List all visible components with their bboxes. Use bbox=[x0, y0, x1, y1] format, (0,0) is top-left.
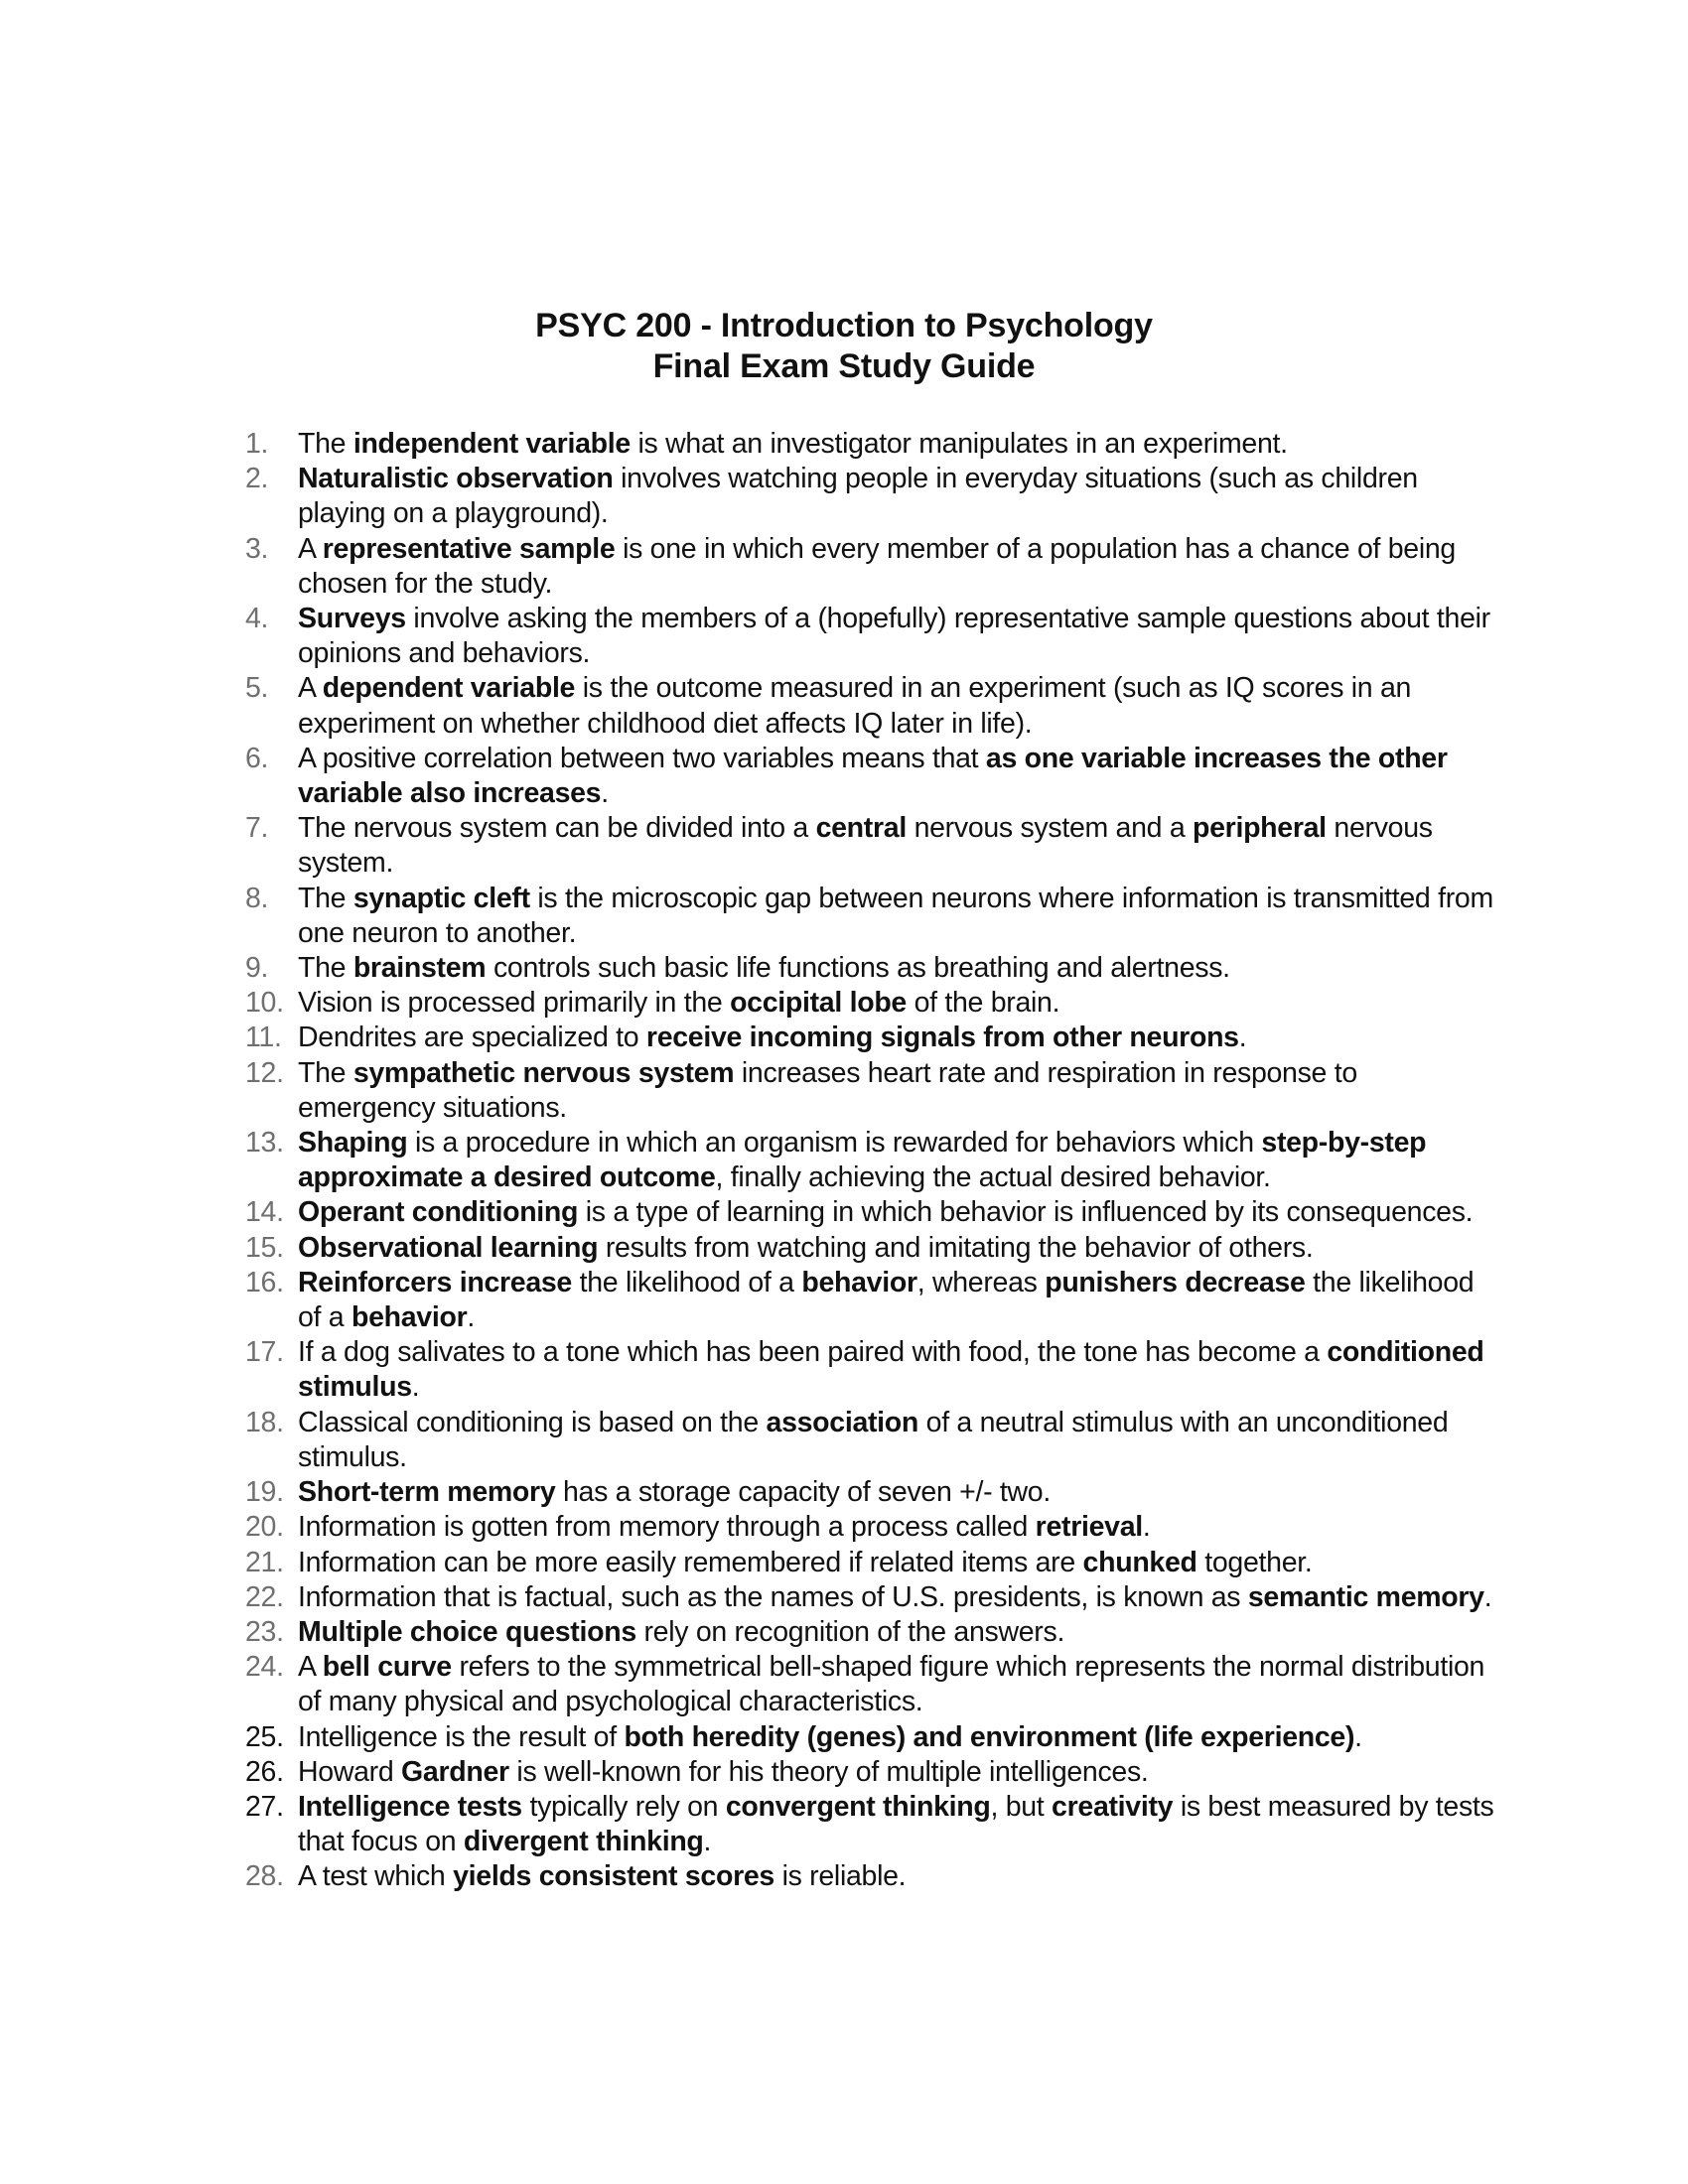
item-text bbox=[298, 1231, 1499, 1266]
list-item bbox=[238, 1720, 1499, 1755]
bold-term: chunked bbox=[1082, 1546, 1197, 1578]
bold-term: Multiple choice questions bbox=[298, 1615, 636, 1648]
list-item bbox=[238, 1580, 1499, 1615]
item-number: 1. bbox=[245, 428, 269, 460]
item-number: 2. bbox=[245, 463, 269, 495]
text-run: Vision is processed primarily in the bbox=[298, 987, 731, 1020]
bold-term: Short-term memory bbox=[298, 1476, 556, 1509]
list-item bbox=[238, 1546, 1499, 1580]
text-run: is what an investigator manipulates in an experiment. bbox=[630, 428, 1288, 460]
text-run: A test which bbox=[298, 1860, 454, 1893]
bold-term: creativity bbox=[1052, 1790, 1174, 1823]
text-run: involves watching people in everyday situations (such as children playing on a playground). bbox=[298, 463, 1418, 530]
text-run: Intelligence is the result of bbox=[298, 1720, 625, 1753]
list-item bbox=[238, 742, 1499, 811]
item-text bbox=[298, 1755, 1499, 1790]
list-item bbox=[238, 1615, 1499, 1650]
text-run: controls such basic life functions as breathing and alertness. bbox=[486, 952, 1230, 985]
bold-term: convergent thinking bbox=[725, 1790, 991, 1823]
item-number: 15. bbox=[245, 1231, 284, 1264]
text-run: is the microscopic gap between neurons where information is transmitted from one neuron to another. bbox=[298, 882, 1493, 949]
text-run: . bbox=[1354, 1720, 1362, 1753]
text-run: rely on recognition of the answers. bbox=[635, 1615, 1065, 1648]
bold-term: behavior bbox=[351, 1301, 468, 1334]
item-text bbox=[298, 1335, 1499, 1405]
bold-term: synaptic cleft bbox=[352, 882, 530, 914]
text-run: of a neutral stimulus with an unconditioned stimulus. bbox=[298, 1406, 1449, 1473]
item-number: 18. bbox=[245, 1406, 284, 1438]
bold-term: peripheral bbox=[1193, 812, 1327, 845]
bold-term: brainstem bbox=[352, 952, 487, 985]
item-text bbox=[298, 1720, 1499, 1755]
item-number: 5. bbox=[245, 672, 269, 705]
item-text bbox=[298, 986, 1499, 1021]
item-text bbox=[298, 951, 1499, 986]
text-run: of the brain. bbox=[906, 987, 1060, 1020]
text-run: Information can be more easily remembered if related items are bbox=[298, 1546, 1083, 1578]
item-number: 6. bbox=[245, 742, 269, 774]
item-text bbox=[298, 1546, 1499, 1580]
list-item bbox=[238, 1266, 1499, 1335]
text-run: is the outcome measured in an experiment (such as IQ scores in an experiment on whether childhood diet affects IQ later in life). bbox=[298, 672, 1412, 740]
list-item bbox=[238, 1859, 1499, 1894]
list-item bbox=[238, 882, 1499, 951]
bold-term: independent variable bbox=[352, 428, 631, 460]
bold-term: retrieval bbox=[1035, 1511, 1143, 1544]
item-number: 11. bbox=[245, 1022, 282, 1054]
text-run: . bbox=[703, 1826, 712, 1858]
document-title bbox=[0, 306, 1688, 387]
text-run: refers to the symmetrical bell-shaped figure which represents the normal distribution of many physical and psychological characteristics. bbox=[298, 1651, 1485, 1718]
text-run: , but bbox=[990, 1790, 1053, 1823]
list-item bbox=[238, 1335, 1499, 1405]
text-run: The bbox=[298, 428, 353, 460]
text-run: Dendrites are specialized to bbox=[298, 1022, 646, 1054]
item-number: 28. bbox=[245, 1860, 284, 1893]
text-run: . bbox=[1142, 1511, 1151, 1544]
list-item bbox=[238, 1231, 1499, 1266]
text-run: the likelihood of a bbox=[571, 1266, 802, 1298]
item-text bbox=[298, 1650, 1499, 1719]
bold-term: Reinforcers increase bbox=[298, 1266, 572, 1298]
text-run: If a dog salivates to a tone which has been paired with food, the tone has become a bbox=[298, 1336, 1328, 1369]
item-number: 10. bbox=[245, 987, 284, 1020]
item-number: 17. bbox=[245, 1336, 284, 1369]
bold-term: representative sample bbox=[322, 532, 616, 565]
item-text bbox=[298, 1021, 1499, 1055]
item-number: 16. bbox=[245, 1266, 284, 1298]
text-run: . bbox=[601, 777, 609, 810]
bold-term: both heredity (genes) and environment (life experience) bbox=[624, 1720, 1355, 1753]
list-item bbox=[238, 1126, 1499, 1195]
list-item bbox=[238, 1755, 1499, 1790]
bold-term: Observational learning bbox=[298, 1231, 599, 1264]
study-guide-list bbox=[238, 427, 1499, 1895]
list-item bbox=[238, 986, 1499, 1021]
list-item bbox=[238, 1406, 1499, 1475]
text-run: is a type of learning in which behavior is influenced by its consequences. bbox=[578, 1196, 1474, 1229]
text-run: Information that is factual, such as the names of U.S. presidents, is known as bbox=[298, 1580, 1248, 1613]
item-number: 4. bbox=[245, 603, 269, 635]
item-text bbox=[298, 532, 1499, 602]
item-number: 22. bbox=[245, 1580, 284, 1613]
item-text bbox=[298, 742, 1499, 811]
text-run: typically rely on bbox=[521, 1790, 726, 1823]
list-item bbox=[238, 671, 1499, 741]
list-item bbox=[238, 1650, 1499, 1719]
text-run: nervous system and a bbox=[906, 812, 1193, 845]
list-item bbox=[238, 462, 1499, 531]
item-number: 14. bbox=[245, 1196, 284, 1229]
bold-term: step-by-step approximate a desired outcome bbox=[298, 1127, 1427, 1194]
item-text bbox=[298, 1580, 1499, 1615]
text-run: is well-known for his theory of multiple intelligences. bbox=[508, 1755, 1149, 1788]
list-item bbox=[238, 1021, 1499, 1055]
text-run: is one in which every member of a population has a chance of being chosen for the study. bbox=[298, 532, 1456, 600]
list-item bbox=[238, 427, 1499, 462]
text-run: The bbox=[298, 952, 353, 985]
text-run: The bbox=[298, 882, 353, 914]
item-text bbox=[298, 1195, 1499, 1230]
item-text bbox=[298, 1859, 1499, 1894]
text-run: together. bbox=[1196, 1546, 1313, 1578]
bold-term: divergent thinking bbox=[463, 1826, 704, 1858]
bold-term: occipital lobe bbox=[730, 987, 907, 1020]
item-text bbox=[298, 1266, 1499, 1335]
item-number: 20. bbox=[245, 1511, 284, 1544]
text-run: , finally achieving the actual desired behavior. bbox=[715, 1161, 1271, 1194]
list-item bbox=[238, 951, 1499, 986]
item-number: 21. bbox=[245, 1546, 284, 1578]
text-run: . bbox=[1483, 1580, 1492, 1613]
text-run: A bbox=[298, 672, 323, 705]
text-run: is reliable. bbox=[774, 1860, 907, 1893]
text-run: nervous system. bbox=[298, 812, 1433, 880]
text-run: . bbox=[411, 1371, 420, 1404]
item-text bbox=[298, 1615, 1499, 1650]
text-run: results from watching and imitating the behavior of others. bbox=[598, 1231, 1314, 1264]
course-title: PSYC 200 - Introduction to Psychology bbox=[535, 307, 1153, 344]
item-number: 9. bbox=[245, 952, 269, 985]
text-run: A bbox=[298, 1651, 323, 1684]
text-run: The nervous system can be divided into a bbox=[298, 812, 816, 845]
bold-term: behavior bbox=[801, 1266, 917, 1298]
item-number: 19. bbox=[245, 1476, 284, 1509]
bold-term: sympathetic nervous system bbox=[352, 1056, 735, 1089]
text-run: the likelihood of a bbox=[298, 1266, 1475, 1334]
item-number: 27. bbox=[245, 1790, 284, 1823]
text-run: A positive correlation between two variables means that bbox=[298, 742, 986, 774]
list-item bbox=[238, 1790, 1499, 1859]
text-run: is best measured by tests that focus on bbox=[298, 1790, 1494, 1858]
list-item bbox=[238, 811, 1499, 881]
item-text bbox=[298, 1406, 1499, 1475]
bold-term: association bbox=[766, 1406, 919, 1438]
list-item bbox=[238, 1510, 1499, 1545]
bold-term: receive incoming signals from other neurons bbox=[645, 1022, 1239, 1054]
item-number: 13. bbox=[245, 1127, 284, 1160]
text-run: Classical conditioning is based on the bbox=[298, 1406, 767, 1438]
bold-term: Shaping bbox=[298, 1127, 408, 1160]
text-run: has a storage capacity of seven +/- two. bbox=[555, 1476, 1051, 1509]
list-item bbox=[238, 532, 1499, 602]
bold-term: Gardner bbox=[401, 1755, 509, 1788]
item-number: 25. bbox=[245, 1720, 284, 1753]
bold-term: dependent variable bbox=[322, 672, 576, 705]
text-run: . bbox=[467, 1301, 475, 1334]
text-run: is a procedure in which an organism is rewarded for behaviors which bbox=[407, 1127, 1262, 1160]
bold-term: central bbox=[815, 812, 907, 845]
item-number: 12. bbox=[245, 1056, 284, 1089]
guide-title: Final Exam Study Guide bbox=[652, 347, 1036, 385]
item-text bbox=[298, 427, 1499, 462]
list-item bbox=[238, 1475, 1499, 1510]
text-run: A bbox=[298, 532, 323, 565]
item-text bbox=[298, 1056, 1499, 1126]
item-text bbox=[298, 1790, 1499, 1859]
text-run: Information is gotten from memory through a process called bbox=[298, 1511, 1036, 1544]
item-number: 23. bbox=[245, 1615, 284, 1648]
item-number: 8. bbox=[245, 882, 269, 914]
item-text bbox=[298, 811, 1499, 881]
text-run: , whereas bbox=[916, 1266, 1046, 1298]
text-run: increases heart rate and respiration in response to emergency situations. bbox=[298, 1056, 1357, 1124]
bold-term: yields consistent scores bbox=[453, 1860, 774, 1893]
bold-term: Naturalistic observation bbox=[298, 463, 614, 495]
item-text bbox=[298, 882, 1499, 951]
bold-term: punishers decrease bbox=[1045, 1266, 1306, 1298]
list-item bbox=[238, 602, 1499, 671]
text-run: The bbox=[298, 1056, 353, 1089]
item-number: 24. bbox=[245, 1651, 284, 1684]
item-text bbox=[298, 602, 1499, 671]
bold-term: Operant conditioning bbox=[298, 1196, 579, 1229]
item-text bbox=[298, 1475, 1499, 1510]
text-run: Howard bbox=[298, 1755, 402, 1788]
text-run: involve asking the members of a (hopefully) representative sample questions about their opinions and behaviors. bbox=[298, 603, 1490, 670]
item-number: 7. bbox=[245, 812, 269, 845]
item-text bbox=[298, 1126, 1499, 1195]
bold-term: conditioned stimulus bbox=[298, 1336, 1484, 1404]
item-text bbox=[298, 462, 1499, 531]
bold-term: semantic memory bbox=[1247, 1580, 1484, 1613]
bold-term: as one variable increases the other variable also increases bbox=[298, 742, 1448, 810]
list-item bbox=[238, 1056, 1499, 1126]
bold-term: Intelligence tests bbox=[298, 1790, 522, 1823]
item-number: 3. bbox=[245, 532, 269, 565]
item-number: 26. bbox=[245, 1755, 284, 1788]
item-text bbox=[298, 671, 1499, 741]
bold-term: Surveys bbox=[298, 603, 406, 635]
list-item bbox=[238, 1195, 1499, 1230]
item-text bbox=[298, 1510, 1499, 1545]
text-run: . bbox=[1238, 1022, 1247, 1054]
bold-term: bell curve bbox=[322, 1651, 452, 1684]
